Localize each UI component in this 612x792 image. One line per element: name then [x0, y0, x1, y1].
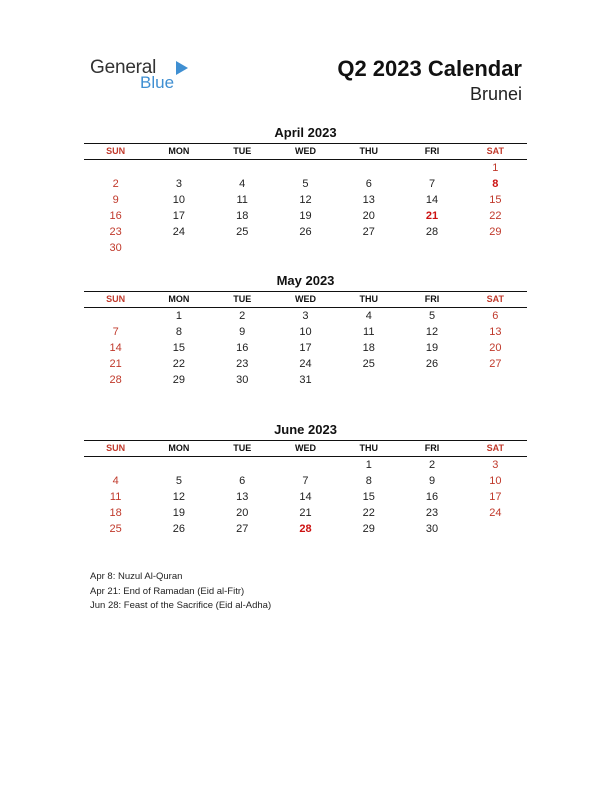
- weekday-label: SAT: [486, 443, 504, 453]
- logo-text-blue: Blue: [140, 73, 175, 92]
- day-cell: 9: [112, 194, 119, 206]
- empty-day-cell: [211, 457, 274, 473]
- holiday-notes: [90, 570, 271, 614]
- holiday-note: Apr 21: End of Ramadan (Eid al-Fitr): [90, 585, 245, 597]
- day-cell: 11: [109, 491, 122, 503]
- month-june: [84, 422, 527, 537]
- weekday-header: [84, 440, 527, 457]
- day-cell: 19: [425, 342, 439, 354]
- day-cell: 6: [492, 310, 499, 322]
- week-row: [84, 505, 527, 521]
- day-cell: 2: [428, 459, 436, 471]
- month-may: [84, 273, 527, 388]
- empty-day-cell: [464, 521, 527, 537]
- weekday-label: SUN: [106, 146, 126, 156]
- day-cell: 23: [425, 507, 439, 519]
- week-row: [84, 473, 527, 489]
- day-cell: 22: [489, 210, 502, 222]
- weekday-label: TUE: [233, 146, 252, 156]
- day-cell: 20: [362, 210, 375, 222]
- day-cell: 21: [299, 507, 312, 519]
- day-cell: 20: [489, 342, 502, 354]
- weekday-label: MON: [168, 294, 190, 304]
- holiday-note: Apr 8: Nuzul Al-Quran: [90, 571, 183, 582]
- week-row: [84, 176, 527, 192]
- empty-day-cell: [337, 240, 400, 256]
- logo: [90, 57, 200, 93]
- weekday-header: [84, 291, 527, 308]
- day-cell: 16: [236, 342, 249, 354]
- day-cell: 30: [109, 242, 122, 254]
- weekday-label: TUE: [233, 294, 252, 304]
- day-cell: 22: [172, 358, 186, 370]
- day-cell: 4: [239, 178, 246, 190]
- empty-day-cell: [274, 160, 337, 176]
- empty-day-cell: [337, 372, 400, 388]
- weekday-label: TUE: [233, 443, 252, 453]
- day-cell: 15: [172, 342, 186, 354]
- week-row: [84, 224, 527, 240]
- day-cell: 28: [425, 226, 439, 238]
- week-row: [84, 324, 527, 340]
- empty-day-cell: [211, 160, 274, 176]
- day-cell: 3: [302, 310, 309, 322]
- day-cell: 1: [365, 459, 372, 471]
- week-row: [84, 457, 527, 473]
- day-cell: 22: [362, 507, 375, 519]
- day-cell: 23: [236, 358, 249, 370]
- day-cell: 5: [175, 475, 182, 487]
- week-row: [84, 240, 527, 256]
- day-cell: 12: [425, 326, 439, 338]
- day-cell: 27: [362, 226, 375, 238]
- day-cell: 25: [362, 358, 375, 370]
- month-april: [84, 125, 527, 256]
- month-title: May 2023: [276, 273, 335, 288]
- empty-day-cell: [274, 457, 337, 473]
- day-cell: 11: [236, 194, 248, 206]
- empty-day-cell: [274, 240, 337, 256]
- day-cell: 25: [109, 523, 122, 535]
- day-cell: 18: [109, 507, 122, 519]
- day-cell: 27: [236, 523, 249, 535]
- day-cell: 2: [112, 178, 119, 190]
- week-row: [84, 160, 527, 176]
- week-row: [84, 489, 527, 505]
- day-cell: 26: [299, 226, 312, 238]
- month-title: April 2023: [274, 125, 337, 140]
- empty-day-cell: [147, 160, 210, 176]
- day-cell: 8: [365, 475, 372, 487]
- page-title: Q2 2023 Calendar: [337, 56, 522, 81]
- day-cell: 12: [172, 491, 186, 503]
- day-cell: 24: [489, 507, 502, 519]
- day-cell: 30: [425, 523, 439, 535]
- weekday-label: THU: [359, 146, 379, 156]
- day-cell: 9: [428, 475, 436, 487]
- weekday-label: FRI: [424, 294, 440, 304]
- day-cell: 31: [299, 374, 312, 386]
- day-cell: 3: [175, 178, 182, 190]
- day-cell: 7: [302, 475, 309, 487]
- day-cell: 11: [363, 326, 375, 338]
- day-cell: 17: [172, 210, 186, 222]
- day-cell: 12: [299, 194, 312, 206]
- weekday-label: SUN: [106, 294, 126, 304]
- month-title: June 2023: [274, 422, 337, 437]
- day-cell: 4: [112, 475, 119, 487]
- weekday-label: MON: [168, 443, 190, 453]
- weekday-label: MON: [168, 146, 190, 156]
- empty-day-cell: [84, 457, 147, 473]
- empty-day-cell: [464, 240, 527, 256]
- day-cell: 24: [299, 358, 312, 370]
- day-cell: 2: [239, 310, 246, 322]
- day-cell: 14: [299, 491, 312, 503]
- day-cell: 16: [425, 491, 439, 503]
- weekday-label: SAT: [486, 294, 504, 304]
- day-cell: 13: [489, 326, 502, 338]
- week-row: [84, 208, 527, 224]
- day-cell: 21: [425, 210, 439, 222]
- empty-day-cell: [464, 372, 527, 388]
- week-row: [84, 356, 527, 372]
- week-row: [84, 192, 527, 208]
- empty-day-cell: [84, 308, 147, 324]
- day-cell: 1: [175, 310, 182, 322]
- day-cell: 15: [362, 491, 375, 503]
- day-cell: 14: [109, 342, 122, 354]
- country-name: Brunei: [469, 84, 522, 104]
- week-row: [84, 308, 527, 324]
- day-cell: 14: [425, 194, 439, 206]
- weekday-label: THU: [359, 443, 379, 453]
- day-cell: 18: [236, 210, 249, 222]
- weekday-label: THU: [359, 294, 379, 304]
- day-cell: 3: [492, 459, 499, 471]
- day-cell: 18: [362, 342, 375, 354]
- day-cell: 21: [109, 358, 122, 370]
- weekday-label: SAT: [486, 146, 504, 156]
- holiday-note: Jun 28: Feast of the Sacrifice (Eid al-Adha): [90, 600, 272, 611]
- day-cell: 15: [489, 194, 502, 206]
- empty-day-cell: [147, 457, 210, 473]
- day-cell: 10: [299, 326, 312, 338]
- day-cell: 29: [362, 523, 375, 535]
- weekday-label: WED: [294, 146, 316, 156]
- day-cell: 7: [112, 326, 119, 338]
- day-cell: 5: [428, 310, 436, 322]
- day-cell: 28: [299, 523, 312, 535]
- day-cell: 30: [236, 374, 249, 386]
- day-cell: 27: [489, 358, 502, 370]
- day-cell: 13: [362, 194, 375, 206]
- logo-triangle-icon: [176, 61, 188, 75]
- week-row: [84, 372, 527, 388]
- day-cell: 17: [299, 342, 312, 354]
- day-cell: 1: [492, 162, 499, 174]
- week-row: [84, 340, 527, 356]
- day-cell: 25: [236, 226, 249, 238]
- weekday-label: FRI: [424, 443, 440, 453]
- day-cell: 9: [239, 326, 246, 338]
- empty-day-cell: [400, 372, 463, 388]
- day-cell: 26: [172, 523, 186, 535]
- day-cell: 7: [428, 178, 436, 190]
- empty-day-cell: [400, 160, 463, 176]
- day-cell: 5: [302, 178, 309, 190]
- day-cell: 28: [109, 374, 122, 386]
- empty-day-cell: [211, 240, 274, 256]
- empty-day-cell: [337, 160, 400, 176]
- day-cell: 10: [172, 194, 186, 206]
- day-cell: 19: [172, 507, 186, 519]
- day-cell: 4: [365, 310, 372, 322]
- day-cell: 6: [239, 475, 246, 487]
- weekday-header: [84, 143, 527, 160]
- day-cell: 13: [236, 491, 249, 503]
- day-cell: 29: [489, 226, 502, 238]
- day-cell: 17: [489, 491, 502, 503]
- day-cell: 8: [492, 178, 499, 190]
- day-cell: 6: [365, 178, 372, 190]
- day-cell: 24: [172, 226, 186, 238]
- day-cell: 29: [172, 374, 186, 386]
- day-cell: 10: [489, 475, 502, 487]
- weekday-label: SUN: [106, 443, 126, 453]
- weekday-label: WED: [294, 294, 316, 304]
- empty-day-cell: [400, 240, 463, 256]
- day-cell: 19: [299, 210, 312, 222]
- weekday-label: WED: [294, 443, 316, 453]
- empty-day-cell: [84, 160, 147, 176]
- logo-text-general: General: [90, 57, 157, 78]
- day-cell: 8: [175, 326, 182, 338]
- empty-day-cell: [147, 240, 210, 256]
- day-cell: 20: [236, 507, 249, 519]
- day-cell: 23: [109, 226, 122, 238]
- day-cell: 26: [425, 358, 439, 370]
- day-cell: 16: [109, 210, 122, 222]
- weekday-label: FRI: [424, 146, 440, 156]
- week-row: [84, 521, 527, 537]
